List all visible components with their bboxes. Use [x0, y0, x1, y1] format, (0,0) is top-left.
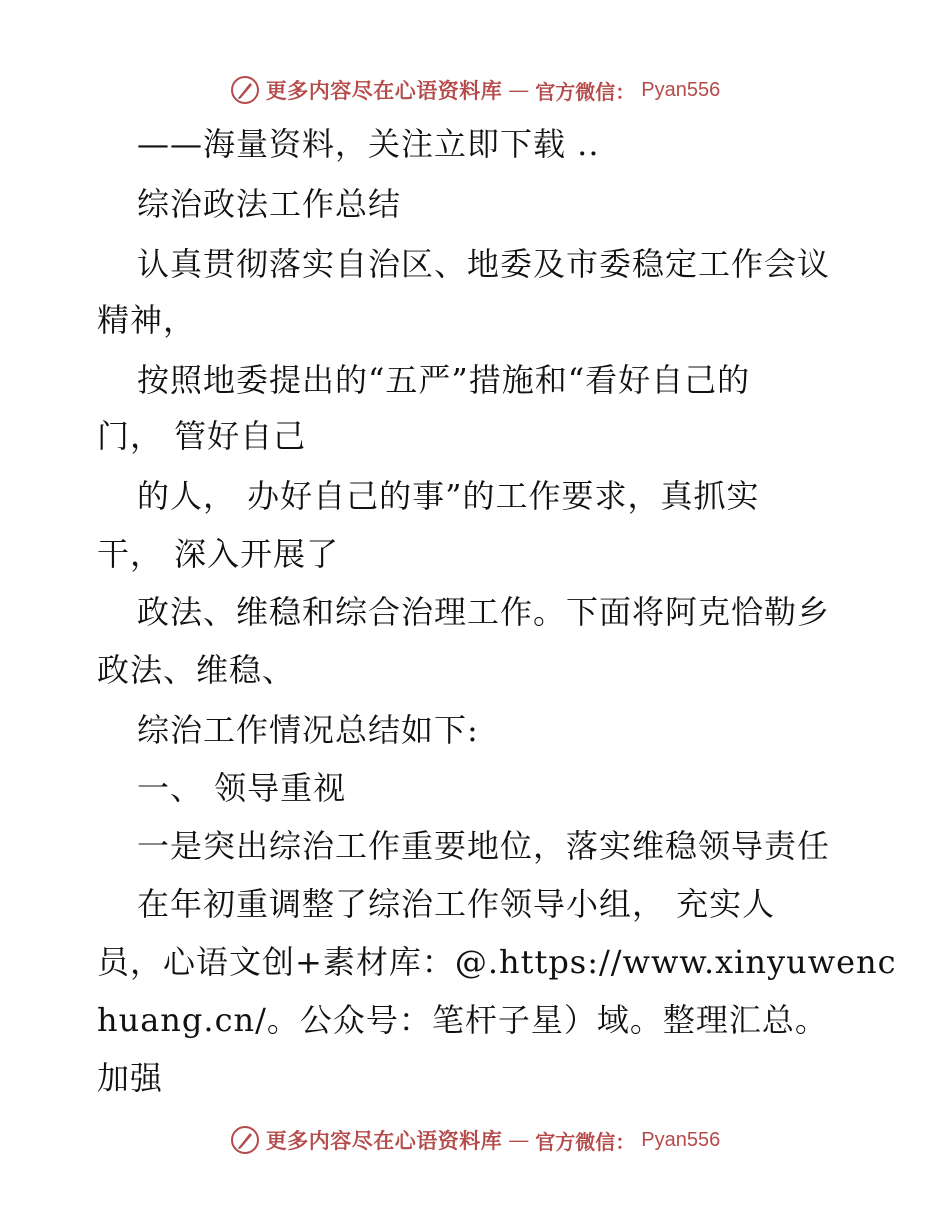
header-banner-dash: — [508, 78, 530, 102]
doc-line: 政法、维稳和综合治理工作。下面将阿克恰勒乡 [137, 593, 831, 631]
footer-banner-dash: — [508, 1128, 530, 1152]
doc-line: 在年初重调整了综治工作领导小组， 充实人 [137, 885, 776, 923]
doc-line: 加强 [97, 1059, 164, 1097]
doc-line: 综治工作情况总结如下: [137, 711, 479, 749]
quill-pen-logo-icon [230, 75, 260, 105]
header-banner-suffix: 官方微信： [535, 79, 636, 104]
doc-line: huang.cn/。公众号：笔杆子星）域。整理汇总。 [97, 1001, 828, 1039]
doc-line: 认真贯彻落实自治区、地委及市委稳定工作会议 [137, 245, 831, 283]
header-banner [0, 70, 950, 110]
doc-line: 政法、维稳、 [97, 651, 296, 689]
doc-line: 门， 管好自己 [97, 417, 307, 455]
header-banner-text: 更多内容尽在心语资料库 [265, 78, 503, 103]
quill-pen-logo-icon [230, 1125, 260, 1155]
footer-banner-inner [230, 1125, 720, 1155]
doc-line: 的人， 办好自己的事”的工作要求，真抓实 [137, 477, 760, 515]
doc-section-heading: 一、 领导重视 [137, 769, 347, 807]
footer-banner [0, 1120, 950, 1160]
footer-banner-suffix: 官方微信： [535, 1129, 636, 1154]
doc-line: 员，心语文创+素材库：@.https://www.xinyuwenc [97, 943, 897, 981]
doc-line: ——海量资料，关注立即下载 .. [137, 125, 600, 163]
doc-line: 干， 深入开展了 [97, 535, 340, 573]
footer-banner-wechat: Pyan556 [641, 1128, 721, 1151]
doc-line: 精神， [97, 301, 197, 339]
header-banner-inner [230, 75, 720, 105]
doc-line: 一是突出综治工作重要地位，落实维稳领导责任 [137, 827, 831, 865]
doc-line: 按照地委提出的“五严”措施和“看好自己的 [137, 361, 751, 399]
footer-banner-text: 更多内容尽在心语资料库 [265, 1128, 503, 1153]
doc-title: 综治政法工作总结 [137, 185, 402, 223]
header-banner-wechat: Pyan556 [641, 78, 721, 101]
